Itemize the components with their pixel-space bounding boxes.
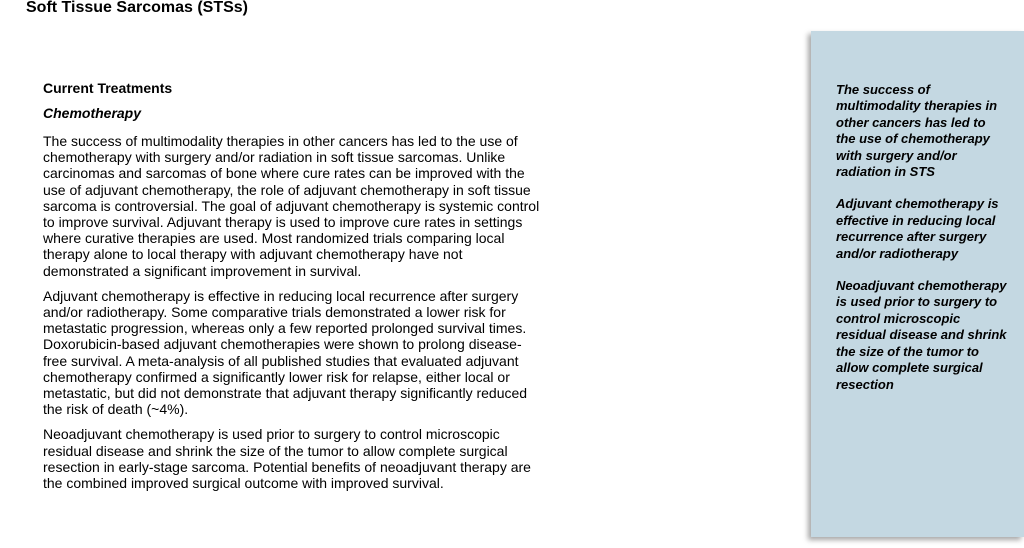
paragraph-2: Adjuvant chemotherapy is effective in reducing local recurrence after surgery and/or radiotherapy. Some comparative trials demonstrated a lower risk for metastatic progression, whereas only a few reported prolonged survival times. Doxorubicin-based adjuvant chemotherapies were shown to prolong disease-free survival. A meta-analysis of all published studies that evaluated adjuvant chemotherapy confirmed a significantly lower risk for relapse, either local or metastatic, but did not demonstrate that adjuvant therapy significantly reduced the risk of death (~4%).: [43, 287, 528, 418]
section-heading: Current Treatments: [43, 80, 173, 96]
subheading: Chemotherapy: [43, 105, 142, 121]
sidebar-content: [836, 82, 1008, 409]
callout-2: Adjuvant chemotherapy is effective in reducing local recurrence after surgery and/or radiotherapy: [836, 196, 999, 261]
main-content: [43, 80, 543, 500]
sidebar-panel: [811, 31, 1024, 537]
page-title: Soft Tissue Sarcomas (STSs): [26, 0, 248, 16]
paragraph-3: Neoadjuvant chemotherapy is used prior to surgery to control microscopic residual disease and shrink the size of the tumor to allow complete surgical resection in early-stage sarcoma. Potential benefits of neoadjuvant therapy are the combined improved surgical outcome with improved survival.: [43, 426, 531, 492]
callout-1: The success of multimodality therapies in other cancers has led to the use of chemotherapy with surgery and/or radiation in STS: [836, 82, 998, 180]
paragraph-1: The success of multimodality therapies in other cancers has led to the use of chemotherapy with surgery and/or radiation in soft tissue sarcomas. Unlike carcinomas and sarcomas of bone where cure rates can be improved with the use of adjuvant chemotherapy, the role of adjuvant chemotherapy in soft tissue sarcoma is controversial. The goal of adjuvant chemotherapy is systemic control to improve survival. Adjuvant therapy is used to improve cure rates in settings where curative therapies are used. Most randomized trials comparing local therapy alone to local therapy with adjuvant chemotherapy have not demonstrated a significant improvement in survival.: [43, 133, 540, 279]
callout-3: Neoadjuvant chemotherapy is used prior to surgery to control microscopic residual disease and shrink the size of the tumor to allow complete surgical resection: [836, 278, 1007, 392]
